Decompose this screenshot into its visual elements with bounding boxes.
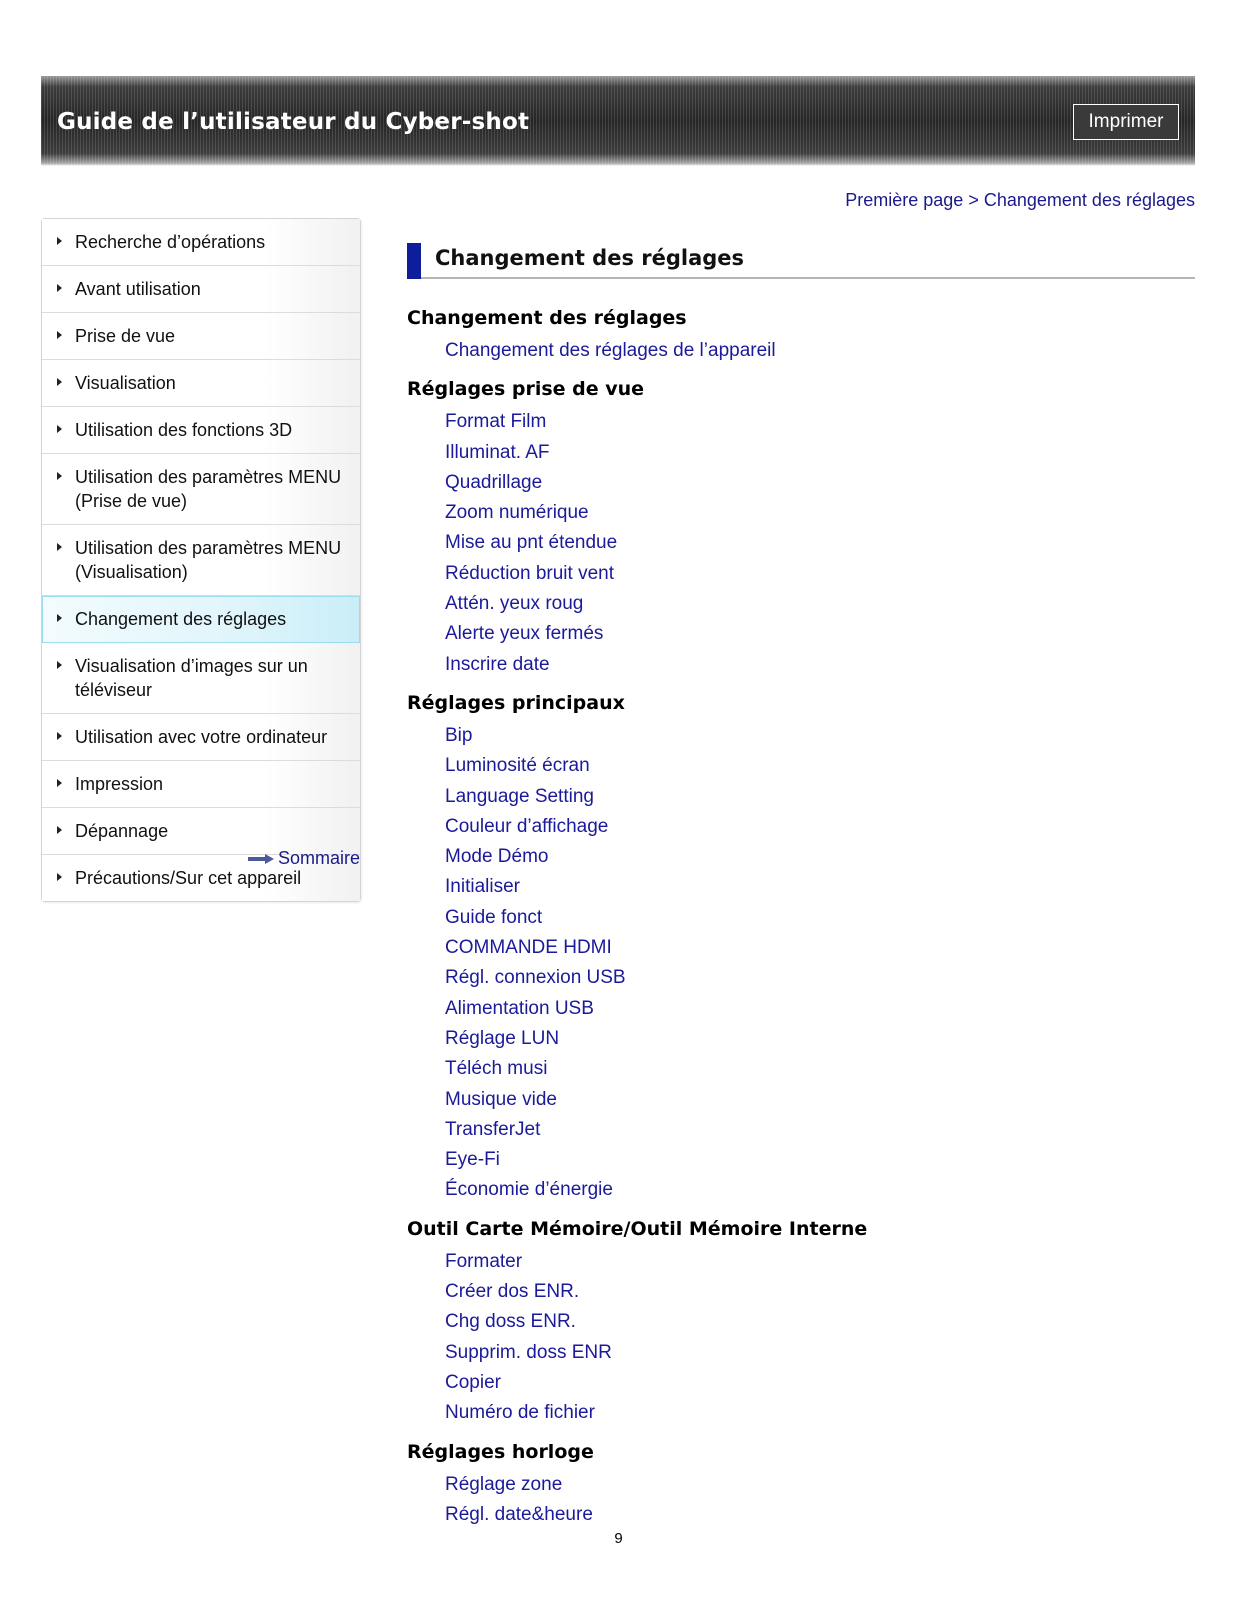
settings-link[interactable]: Initialiser: [445, 876, 520, 898]
triangle-right-icon: [57, 614, 62, 622]
settings-link[interactable]: Chg doss ENR.: [445, 1311, 576, 1333]
settings-link[interactable]: Formater: [445, 1250, 523, 1272]
settings-link[interactable]: Alerte yeux fermés: [445, 623, 604, 645]
section-heading: Changement des réglages: [407, 307, 687, 329]
triangle-right-icon: [57, 661, 62, 669]
sidebar-item[interactable]: [42, 596, 360, 643]
section-heading: Réglages horloge: [407, 1440, 594, 1463]
page-title: [407, 243, 1195, 279]
settings-link[interactable]: Bip: [445, 724, 473, 746]
page-number: 9: [614, 1530, 623, 1547]
settings-link[interactable]: Mise au pnt étendue: [445, 532, 618, 554]
sidebar-item[interactable]: [42, 643, 360, 714]
sidebar-item[interactable]: [42, 407, 360, 454]
settings-link[interactable]: Eye-Fi: [445, 1149, 500, 1171]
breadcrumb-current-link[interactable]: Changement des réglages: [983, 190, 1195, 210]
sidebar-item[interactable]: [42, 454, 360, 525]
settings-link[interactable]: Numéro de fichier: [445, 1402, 595, 1424]
triangle-right-icon: [57, 378, 62, 386]
sidebar-item[interactable]: [42, 714, 360, 761]
settings-link[interactable]: Guide fonct: [445, 906, 543, 928]
settings-link[interactable]: Luminosité écran: [445, 755, 590, 777]
sidebar-item-label: Recherche d’opérations: [75, 232, 266, 252]
sidebar-item-label: Impression: [75, 774, 164, 794]
settings-link[interactable]: Zoom numérique: [445, 502, 589, 524]
settings-link[interactable]: Couleur d’affichage: [445, 815, 609, 837]
triangle-right-icon: [57, 543, 62, 551]
settings-link[interactable]: COMMANDE HDMI: [445, 937, 612, 959]
print-button[interactable]: Imprimer: [1073, 104, 1179, 140]
main-content: [407, 243, 1195, 1530]
sommaire-label: Sommaire: [278, 848, 361, 868]
section-list: [407, 301, 1195, 1530]
settings-link[interactable]: Inscrire date: [445, 653, 550, 675]
page-header: [41, 76, 1195, 166]
sidebar-nav: [41, 218, 361, 902]
triangle-right-icon: [57, 237, 62, 245]
triangle-right-icon: [57, 284, 62, 292]
settings-section: [407, 301, 1195, 366]
settings-link[interactable]: Copier: [445, 1371, 501, 1393]
triangle-right-icon: [57, 826, 62, 834]
triangle-right-icon: [57, 779, 62, 787]
settings-link[interactable]: Mode Démo: [445, 846, 549, 868]
sidebar-item-label: Visualisation: [75, 373, 176, 393]
settings-link[interactable]: Téléch musi: [445, 1058, 548, 1080]
triangle-right-icon: [57, 732, 62, 740]
settings-section: [407, 686, 1195, 1206]
sidebar-item-label: Avant utilisation: [75, 279, 201, 299]
settings-section: [407, 1212, 1195, 1429]
sidebar-item-label: Précautions/Sur cet appareil: [75, 868, 302, 888]
settings-link[interactable]: TransferJet: [445, 1118, 541, 1140]
triangle-right-icon: [57, 873, 62, 881]
guide-title: Guide de l’utilisateur du Cyber-shot: [57, 109, 530, 135]
settings-link[interactable]: Format Film: [445, 411, 547, 433]
breadcrumb: [845, 190, 1195, 211]
sidebar-item[interactable]: [42, 219, 360, 266]
sommaire-link[interactable]: [248, 848, 360, 869]
settings-link[interactable]: Réduction bruit vent: [445, 562, 614, 584]
settings-link[interactable]: Illuminat. AF: [445, 441, 550, 463]
sidebar-item-label: Utilisation des paramètres MENU (Visualisation): [75, 538, 342, 582]
settings-link[interactable]: Créer dos ENR.: [445, 1281, 580, 1303]
sidebar-item-label: Dépannage: [75, 821, 169, 841]
settings-link[interactable]: Changement des réglages de l’appareil: [445, 340, 776, 361]
sidebar-item-label: Utilisation des fonctions 3D: [75, 420, 293, 440]
title-accent-bar: [407, 243, 421, 279]
settings-link[interactable]: Alimentation USB: [445, 997, 594, 1019]
sidebar-item[interactable]: [42, 761, 360, 808]
sidebar-item-label: Utilisation avec votre ordinateur: [75, 727, 328, 747]
breadcrumb-separator: >: [968, 190, 979, 210]
section-heading: Outil Carte Mémoire/Outil Mémoire Interne: [407, 1217, 868, 1240]
sidebar-item-label: Prise de vue: [75, 326, 176, 346]
settings-link[interactable]: Économie d’énergie: [445, 1179, 613, 1201]
settings-link[interactable]: Supprim. doss ENR: [445, 1341, 612, 1363]
sidebar-item-label: Utilisation des paramètres MENU (Prise de vue): [75, 467, 342, 511]
settings-link[interactable]: Attén. yeux roug: [445, 593, 584, 615]
settings-link[interactable]: Régl. date&heure: [445, 1503, 593, 1525]
page-title-text: Changement des réglages: [435, 246, 745, 270]
triangle-right-icon: [57, 425, 62, 433]
settings-link[interactable]: Réglage zone: [445, 1473, 563, 1495]
settings-link[interactable]: Quadrillage: [445, 471, 543, 493]
triangle-right-icon: [57, 472, 62, 480]
sidebar-item-label: Changement des réglages: [75, 609, 287, 629]
breadcrumb-home-link[interactable]: Première page: [845, 190, 964, 210]
section-heading: Réglages principaux: [407, 691, 625, 714]
settings-link[interactable]: Musique vide: [445, 1088, 557, 1110]
settings-section: [407, 372, 1195, 680]
settings-link[interactable]: Régl. connexion USB: [445, 967, 626, 989]
sidebar-item-label: Visualisation d’images sur un téléviseur: [75, 656, 308, 700]
arrow-right-icon: [248, 854, 274, 864]
settings-link[interactable]: Language Setting: [445, 785, 594, 807]
sidebar-item[interactable]: [42, 360, 360, 407]
section-heading: Réglages prise de vue: [407, 378, 645, 401]
settings-link[interactable]: Réglage LUN: [445, 1027, 560, 1049]
sidebar-item[interactable]: [42, 266, 360, 313]
sidebar-item[interactable]: [42, 525, 360, 596]
sidebar-item[interactable]: [42, 313, 360, 360]
settings-section: [407, 1435, 1195, 1531]
triangle-right-icon: [57, 331, 62, 339]
